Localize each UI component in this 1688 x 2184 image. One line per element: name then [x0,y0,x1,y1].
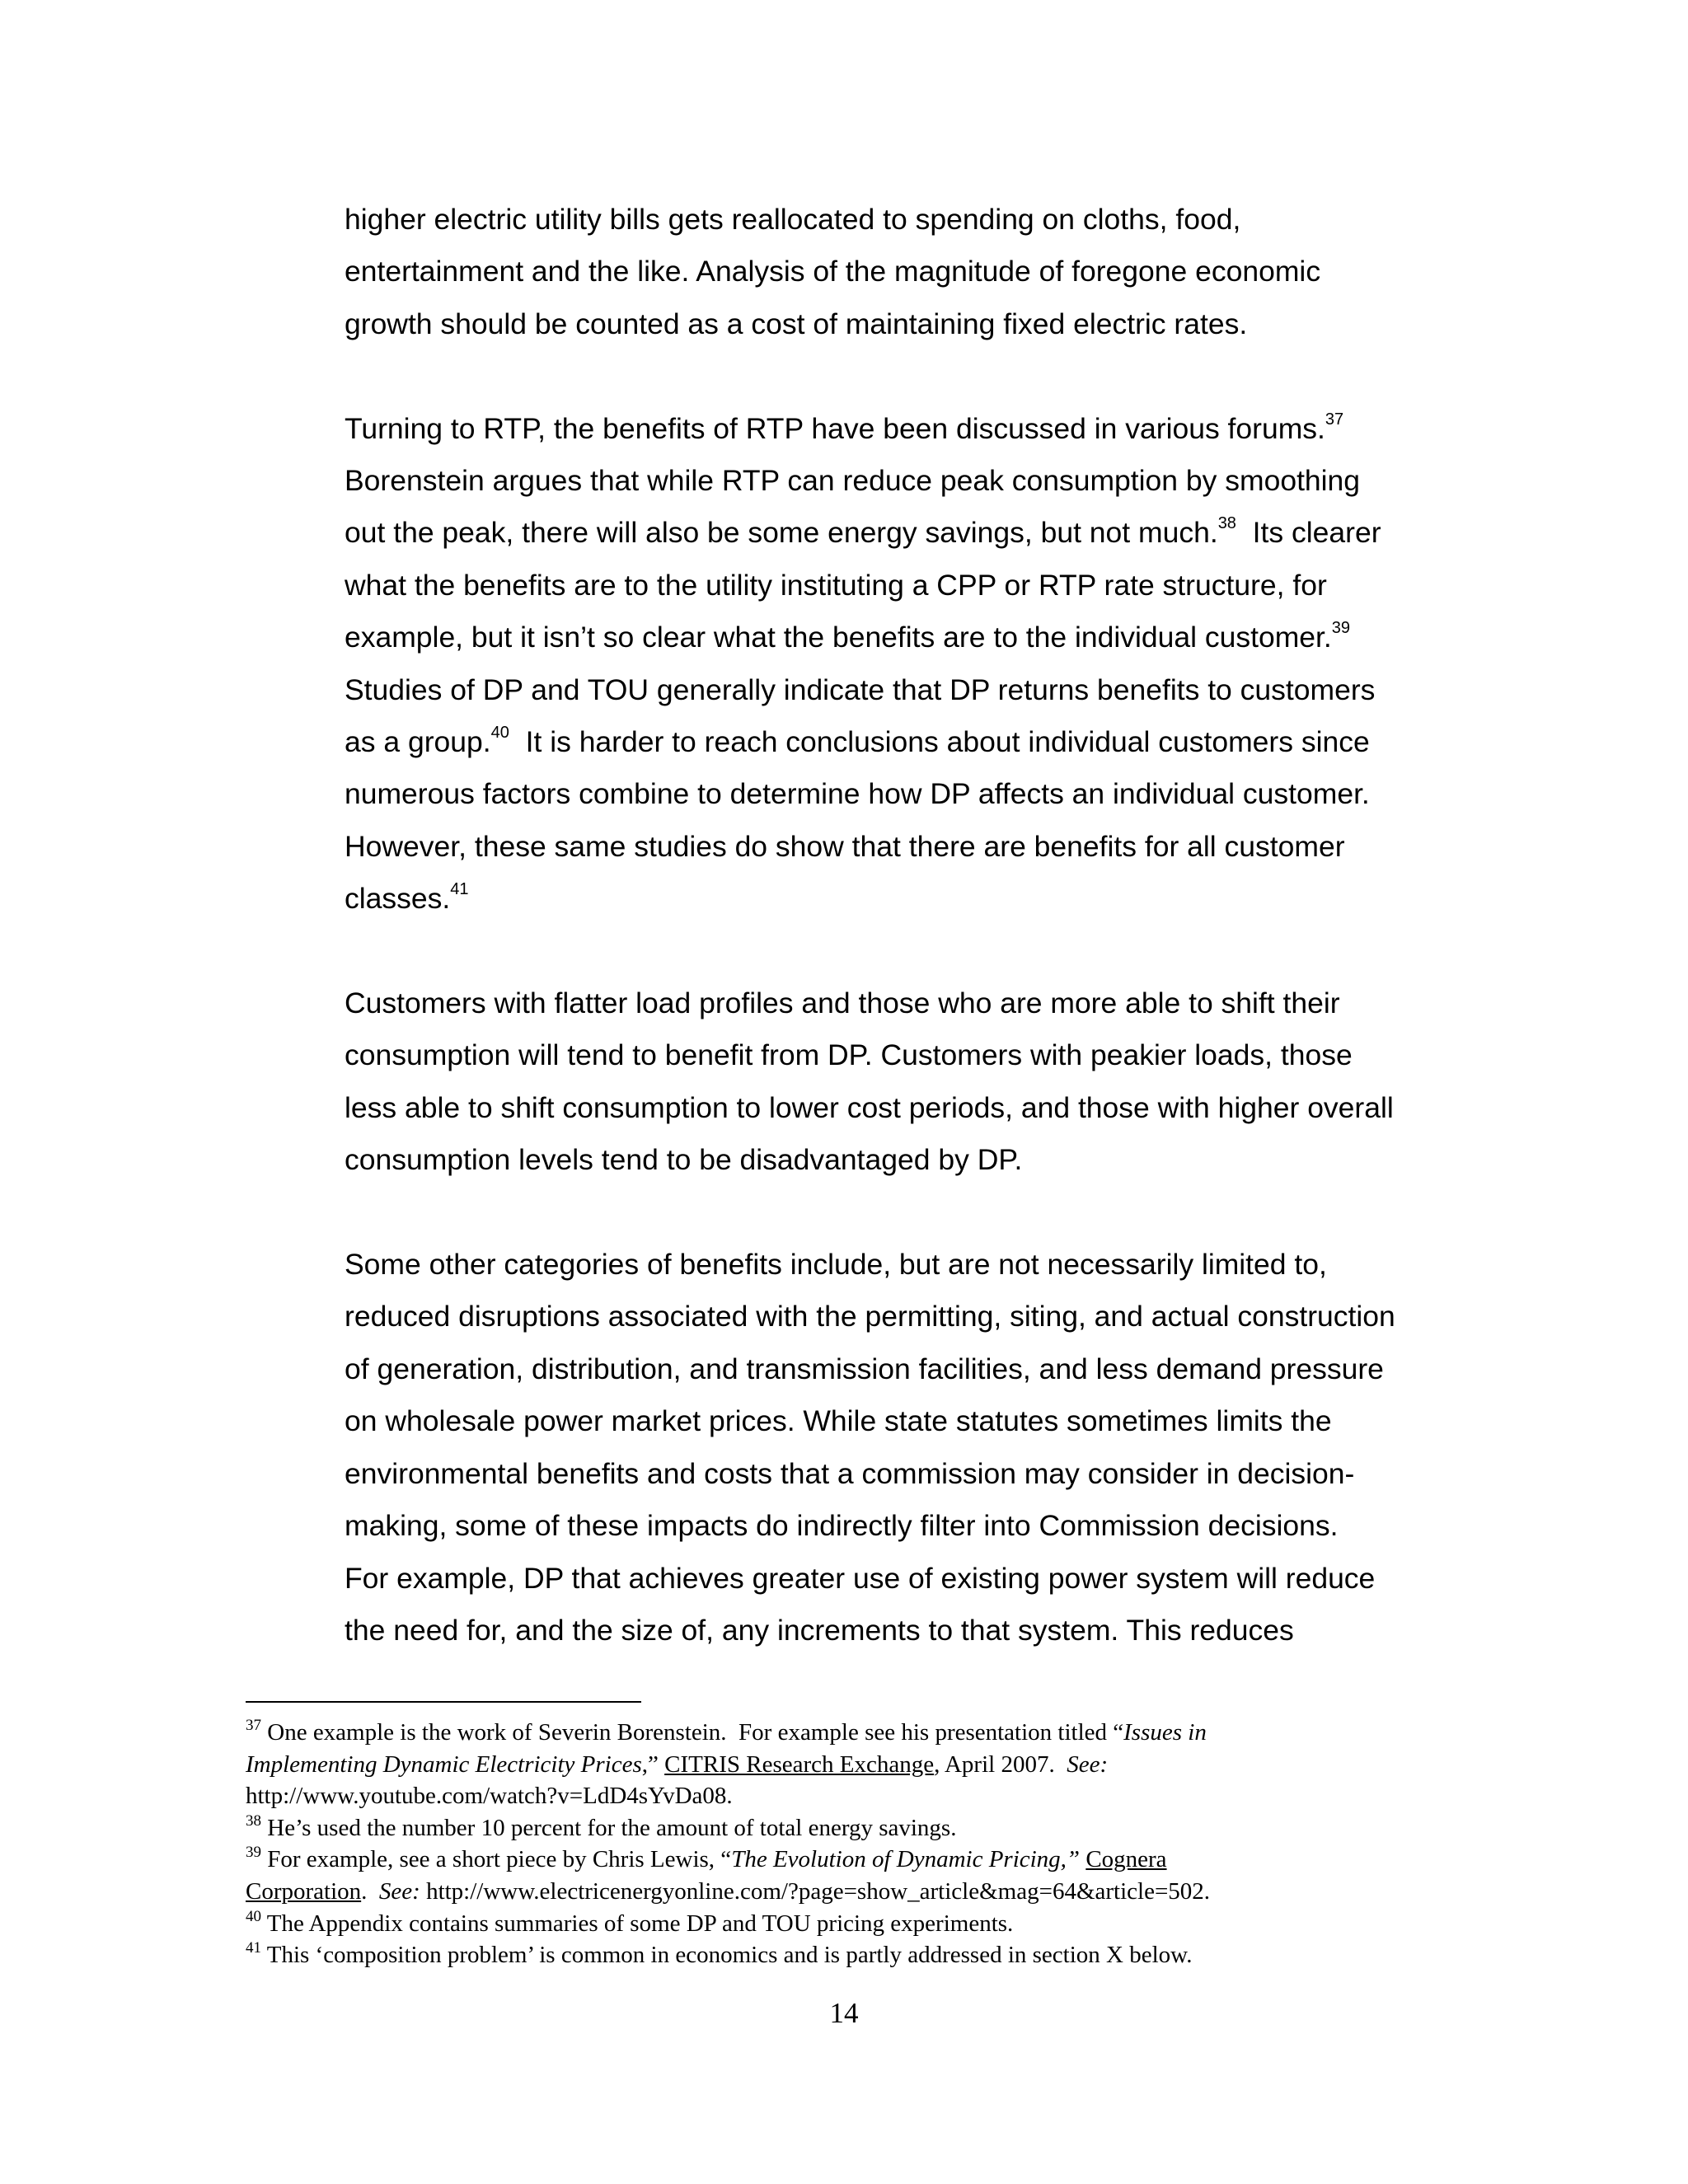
footnote-source-underlined: Cognera [1085,1846,1167,1873]
text-line [345,507,1441,559]
footnote-number: 41 [246,1939,261,1957]
footnote-reference: 37 [1325,410,1344,429]
text-line: reduced disruptions associated with the permitting, siting, and actual construction [345,1300,1395,1333]
text-line: Some other categories of benefits include, but are not necessarily limited to, [345,1248,1327,1282]
paragraph [345,1239,1441,1657]
footnote-text: One example is the work of Severin Borenstein. For example see his presentation titled “ [261,1719,1124,1746]
text-line: Studies of DP and TOU generally indicate that DP returns benefits to customers [345,673,1376,706]
text-line: numerous factors combine to determine how DP affects an individual customer. [345,777,1370,811]
line-text-continued: Its clearer [1236,516,1381,550]
body-text [345,194,1441,1657]
line-text: example, but it isn’t so clear what the benefits are to the individual customer. [345,621,1332,654]
paragraph [345,403,1441,926]
text-line [345,612,1441,663]
footnote-url: http://www.electricenergyonline.com/?page=show_article&mag=64&article=502. [420,1877,1211,1905]
text-line: growth should be counted as a cost of maintaining fixed electric rates. [345,307,1248,340]
text-line: Borenstein argues that while RTP can reduce peak consumption by smoothing [345,464,1361,498]
footnote-text: , April 2007. [934,1750,1067,1778]
text-line [345,873,1441,925]
footnote-see-italic: See: [1067,1750,1109,1778]
line-text: Turning to RTP, the benefits of RTP have been discussed in various forums. [345,411,1325,445]
footnote-see-italic: See: [378,1877,420,1905]
footnote-text: For example, see a short piece by Chris Lewis, “ [261,1846,732,1873]
footnote-reference: 40 [490,724,509,743]
text-line: what the benefits are to the utility instituting a CPP or RTP rate structure, for [345,568,1327,602]
text-line: Customers with flatter load profiles and those who are more able to shift their [345,987,1340,1020]
text-line: However, these same studies do show that there are benefits for all customer [345,829,1345,863]
page-number: 14 [829,1997,859,2029]
text-line: entertainment and the like. Analysis of the magnitude of foregone economic [345,255,1321,288]
text-line: For example, DP that achieves greater use of existing power system will reduce [345,1561,1376,1595]
text-line [345,716,1441,768]
line-text: out the peak, there will also be some energy savings, but not much. [345,516,1218,550]
text-line: on wholesale power market prices. While state statutes sometimes limits the [345,1404,1332,1438]
footnote-text: . [361,1877,379,1905]
footnote-40 [246,1908,1449,1940]
text-line: the need for, and the size of, any increments to that system. This reduces [345,1613,1294,1647]
footnote-text: This ‘composition problem’ is common in economics and is partly addressed in section X below. [261,1942,1193,1969]
footnote-number: 39 [246,1844,261,1862]
footnote-text: ,” [641,1750,665,1778]
text-line: less able to shift consumption to lower cost periods, and those with higher overall [345,1090,1394,1124]
footnote-title-italic: Issues in [1123,1719,1207,1746]
footnote-number: 40 [246,1907,261,1925]
footnote-37-url: http://www.youtube.com/watch?v=LdD4sYvDa08. [246,1783,733,1810]
paragraph [345,977,1441,1187]
text-line [345,403,1441,455]
footnote-37 [246,1717,1449,1749]
footnote-title-italic: The Evolution of Dynamic Pricing,” [731,1846,1081,1873]
paragraph [345,194,1441,350]
footnote-number: 38 [246,1811,261,1830]
footnote-text: The Appendix contains summaries of some DP and TOU pricing experiments. [261,1910,1014,1937]
footnote-separator [246,1701,641,1703]
footnote-source-underlined: Corporation [246,1877,362,1905]
text-line: environmental benefits and costs that a commission may consider in decision- [345,1456,1355,1490]
text-line: consumption will tend to benefit from DP. Customers with peakier loads, those [345,1038,1353,1072]
line-text: as a group. [345,725,491,759]
footnote-reference: 39 [1331,619,1351,638]
footnote-title-italic: Implementing Dynamic Electricity Prices [246,1750,642,1778]
footnote-number: 37 [246,1717,261,1734]
text-line: making, some of these impacts do indirectly filter into Commission decisions. [345,1509,1339,1543]
footnote-37-line-2 [246,1749,1449,1781]
footnote-text: He’s used the number 10 percent for the amount of total energy savings. [261,1814,957,1841]
footnote-source-underlined: CITRIS Research Exchange [664,1750,935,1778]
footnote-38 [246,1812,1449,1844]
text-line: of generation, distribution, and transmission facilities, and less demand pressure [345,1352,1384,1385]
footnote-reference: 41 [450,880,469,899]
line-text: classes. [345,882,451,916]
footnote-41 [246,1939,1449,1971]
line-text-continued: It is harder to reach conclusions about individual customers since [509,725,1370,759]
footnote-39-line-2 [246,1876,1449,1908]
footnote-39 [246,1844,1449,1876]
footnotes [246,1717,1449,1971]
footnote-reference: 38 [1217,514,1236,533]
text-line: higher electric utility bills gets reallocated to spending on cloths, food, [345,203,1241,236]
text-line: consumption levels tend to be disadvantaged by DP. [345,1143,1023,1177]
